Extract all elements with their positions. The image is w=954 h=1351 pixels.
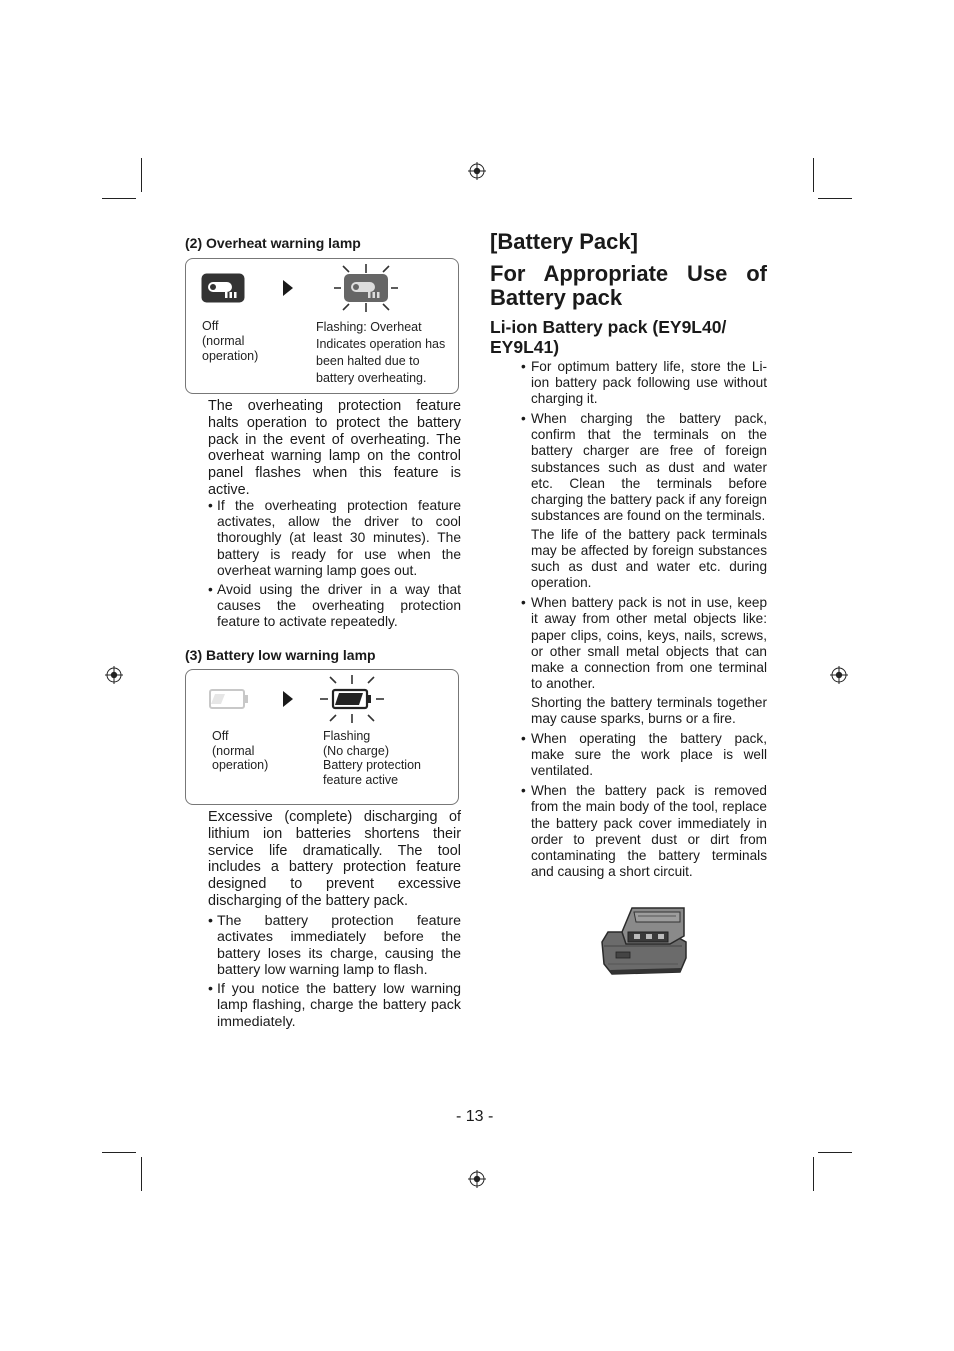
registration-mark-icon: [468, 162, 486, 180]
overheat-lamp-off-icon: [201, 273, 245, 303]
list-item: • When the battery pack is removed from the main body of the tool, replace the battery pack cover immediately in order to prevent dust or dirt from contaminating the battery terminals and causing a short circuit.: [521, 783, 767, 879]
battery-low-heading: (3) Battery low warning lamp: [185, 647, 376, 663]
overheat-lamp-flashing-icon: [334, 262, 398, 314]
overheat-lamp-panel: [185, 258, 459, 394]
battery-pack-subtitle-line1: For Appropriate Use of: [490, 261, 767, 286]
battery-pack-illustration: [598, 902, 690, 976]
battery-pack-title: [Battery Pack]: [490, 229, 638, 254]
overheat-flash-caption: Flashing: Overheat Indicates operation has been halted due to battery overheating.: [316, 320, 446, 385]
arrow-right-icon: [283, 691, 293, 707]
crop-mark: [141, 158, 142, 192]
crop-mark: [102, 198, 136, 199]
overheat-off-caption: Off (normal operation): [202, 319, 259, 363]
list-item: • The battery protection feature activates immediately before the battery loses its charge, causing the battery low warning lamp to flash.: [208, 913, 461, 978]
battery-pack-bullets: [521, 359, 767, 884]
battery-low-flash-caption: Flashing (No charge) Battery protection feature active: [323, 729, 421, 787]
model-heading-line2: EY9L41): [490, 337, 560, 357]
overheat-bullets: [208, 498, 461, 634]
page-number: - 13 -: [456, 1108, 494, 1125]
arrow-right-icon: [283, 280, 293, 296]
registration-mark-icon: [830, 666, 848, 684]
model-heading-line1: Li-ion Battery pack (EY9L40/: [490, 317, 727, 337]
list-item: • If you notice the battery low warning lamp flashing, charge the battery pack immediately.: [208, 981, 461, 1030]
list-item: • Avoid using the driver in a way that causes the overheating protection feature to activate repeatedly.: [208, 582, 461, 630]
list-item: • For optimum battery life, store the Li-ion battery pack following use without charging it.: [521, 359, 767, 407]
battery-low-flashing-icon: [320, 673, 384, 725]
overheat-paragraph: The overheating protection feature halts operation to protect the battery pack in the event of overheating. The overheat warning lamp on the control panel flashes when this feature is active.: [208, 398, 461, 498]
crop-mark: [818, 1152, 852, 1153]
list-item: • When battery pack is not in use, keep it away from other metal objects like: paper clips, coins, keys, nails, screws, or other small metal objects that can make a connection from one terminal to another. Shorting the battery terminals together may cause sparks, burns or a fire.: [521, 595, 767, 726]
battery-pack-subtitle-line2: Battery pack: [490, 285, 623, 310]
crop-mark: [813, 1157, 814, 1191]
list-item: • When operating the battery pack, make sure the work place is well ventilated.: [521, 731, 767, 779]
crop-mark: [102, 1152, 136, 1153]
battery-low-lamp-panel: [185, 669, 459, 805]
crop-mark: [813, 158, 814, 192]
registration-mark-icon: [105, 666, 123, 684]
battery-low-bullets: [208, 913, 461, 1033]
battery-low-paragraph: Excessive (complete) discharging of lithium ion batteries shortens their service life dramatically. The tool includes a battery protection feature designed to prevent excessive discharging of the battery pack.: [208, 809, 461, 909]
battery-low-off-caption: Off (normal operation): [212, 729, 269, 772]
battery-low-off-icon: [209, 689, 249, 709]
overheat-heading: (2) Overheat warning lamp: [185, 235, 361, 251]
list-item: • If the overheating protection feature activates, allow the driver to cool thoroughly (at least 30 minutes). The battery is ready for use when the overheat warning lamp goes out.: [208, 498, 461, 578]
list-item: • When charging the battery pack, confirm that the terminals on the battery charger are free of foreign substances such as dust and water etc. Clean the terminals before charging the battery pack if any foreign substances are found on the terminals. The life of the battery pack terminals may be affected by foreign substances such as dust and water etc. during operation.: [521, 411, 767, 591]
crop-mark: [141, 1157, 142, 1191]
registration-mark-icon: [468, 1170, 486, 1188]
crop-mark: [818, 198, 852, 199]
